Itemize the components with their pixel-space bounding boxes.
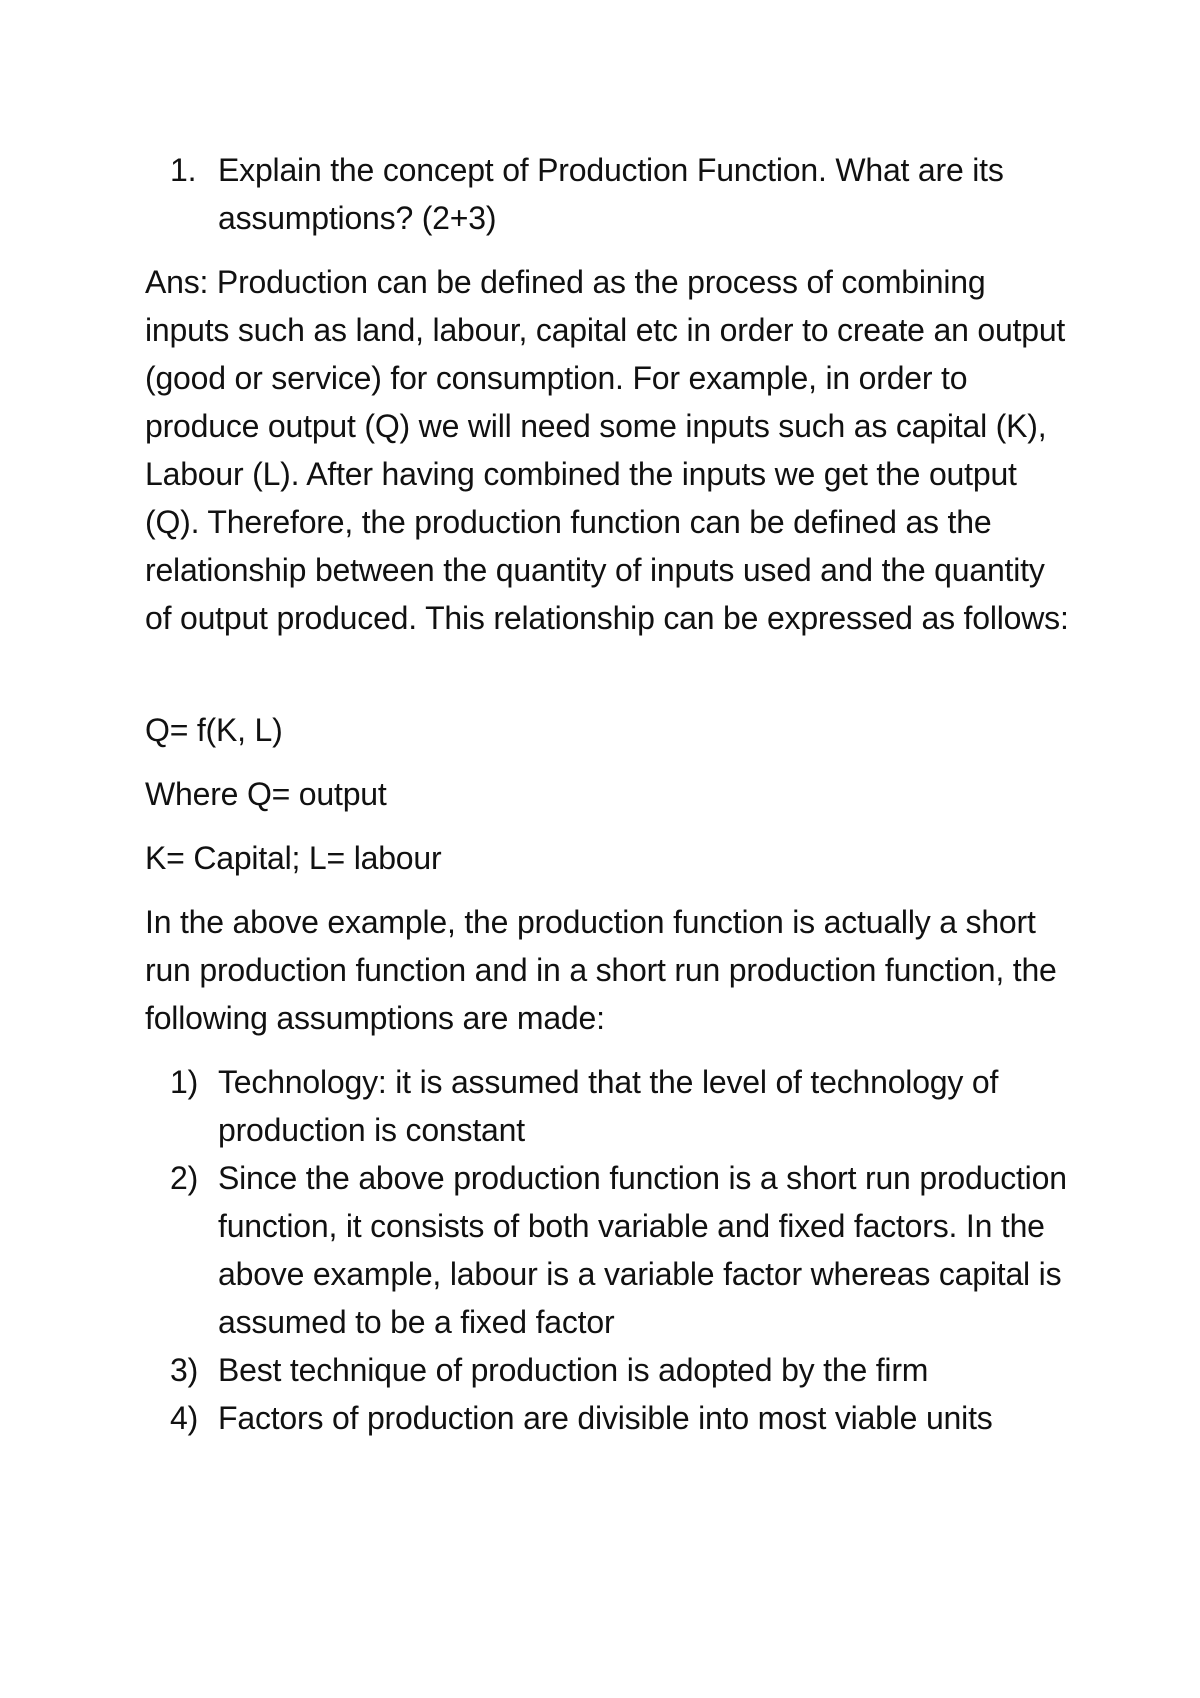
list-marker: 2) bbox=[170, 1160, 199, 1196]
list-item bbox=[170, 1394, 1070, 1442]
formula-legend: K= Capital; L= labour bbox=[145, 840, 442, 876]
question-item bbox=[170, 146, 1070, 242]
assumptions-list bbox=[170, 1058, 1070, 1442]
list-marker: 3) bbox=[170, 1352, 199, 1388]
list-item bbox=[170, 1346, 1070, 1394]
answer-intro: Ans: Production can be defined as the process of combining inputs such as land, labour, capital etc in order to create an output (good or service) for consumption. For example, in order to produce output (Q) we will need some inputs such as capital (K), Labour (L). After having combined the inputs we get the output (Q). Therefore, the production function can be defined as the relationship between the quantity of inputs used and the quantity of output produced. This relationship can be expressed as follows: bbox=[145, 264, 1069, 636]
list-item-text: Technology: it is assumed that the level of technology of production is constant bbox=[218, 1064, 999, 1148]
list-item-text: Best technique of production is adopted by the firm bbox=[218, 1352, 929, 1388]
list-item-text: Factors of production are divisible into most viable units bbox=[218, 1400, 993, 1436]
list-item bbox=[170, 1058, 1070, 1154]
production-function-formula: Q= f(K, L) bbox=[145, 712, 283, 748]
list-item bbox=[170, 1154, 1070, 1346]
list-item-text: Since the above production function is a short run production function, it consists of both variable and fixed factors. In the above example, labour is a variable factor whereas capital is assumed to be a fixed factor bbox=[218, 1160, 1067, 1340]
list-marker: 4) bbox=[170, 1400, 199, 1436]
question-text: Explain the concept of Production Function. What are its assumptions? (2+3) bbox=[218, 152, 1004, 236]
question-number: 1. bbox=[170, 152, 197, 188]
assumptions-intro: In the above example, the production function is actually a short run production function and in a short run production function, the following assumptions are made: bbox=[145, 904, 1057, 1036]
formula-where: Where Q= output bbox=[145, 776, 387, 812]
list-marker: 1) bbox=[170, 1064, 199, 1100]
